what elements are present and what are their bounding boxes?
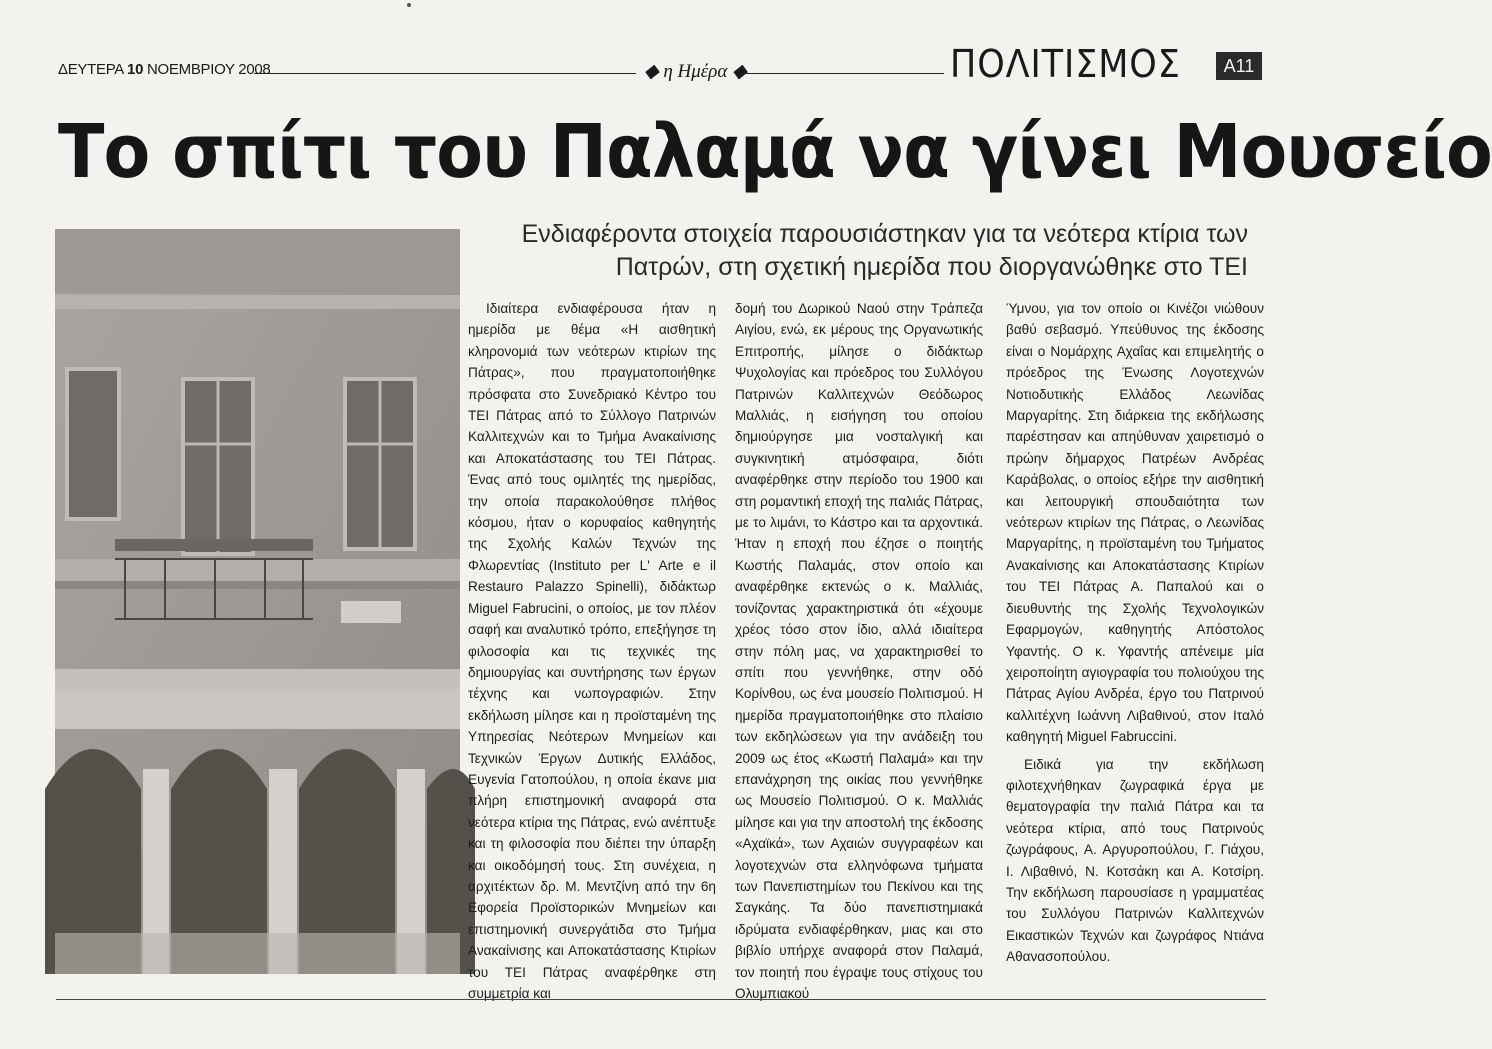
article-subtitle: Ενδιαφέροντα στοιχεία παρουσιάστηκαν για τα νεότερα κτίρια των Πατρών, στη σχετική ημερίδα που διοργανώθηκε στο ΤΕΙ	[521, 220, 1248, 281]
masthead-rule-right	[744, 73, 944, 74]
article-column-2	[735, 298, 983, 1004]
masthead	[54, 42, 1266, 86]
paragraph: δομή του Δωρικού Ναού στην Τράπεζα Αιγίου, ενώ, εκ μέρους της Οργανωτικής Επιτροπής, μίλησε ο διδάκτωρ Ψυχολογίας και πρόεδρος του Συλλόγου Πατρινών Καλλιτεχνών Θεόδωρος Μαλλιάς, η εισήγηση του οποίου δημιούργησε μια νοσταλγική και συγκινητική ατμόσφαιρα, διότι αναφέρθηκε στην περίοδο του 1900 και στη ρομαντική εποχή της παλιάς Πάτρας, με το λιμάνι, το Κάστρο και τα αρχοντικά. Ήταν η εποχή που έζησε ο ποιητής Κωστής Παλαμάς, στον οποίο και αναφέρθηκε εκτενώς ο κ. Μαλλιάς, τονίζοντας χαρακτηριστικά ότι «έχουμε χρέος τόσο στον ίδιο, αλλά ιδιαίτερα στην πόλη μας, να χαρακτηρισθεί το σπίτι που γεννήθηκε, στην οδό Κορίνθου, ως ένα μουσείο Πολιτισμού. Η ημερίδα πραγματοποιήθηκε στο πλαίσιο των εκδηλώσεων για την ανάδειξη του 2009 ως έτος «Κωστή Παλαμά» και την επανάχρηση της οικίας που γεννήθηκε ως Μουσείο Πολιτισμού. Ο κ. Μαλλιάς μίλησε και για την αποστολή της έκδοσης «Αχαϊκά», των Αχαιών συγγραφέων και λογοτεχνών στα ελληνόφωνα τμήματα των Πανεπιστημίων του Πεκίνου και της Σαγκάης. Τα δύο πανεπιστημιακά ιδρύματα ενδιαφέρθηκαν, μιας και στο βιβλίο υπήρχε αναφορά στον Παλαμά, τον ποιητή που έγραψε τους στίχους του Ολυμπιακού	[735, 301, 983, 1001]
scan-speck	[407, 3, 411, 7]
section-title: ΠΟΛΙΤΙΣΜΟΣ	[950, 42, 1181, 86]
article-column-1	[468, 298, 716, 1004]
bottom-rule	[56, 999, 1266, 1000]
article-headline: Το σπίτι του Παλαμά να γίνει Μουσείο	[58, 109, 1492, 195]
building-photo	[55, 229, 460, 974]
paragraph: Ειδικά για την εκδήλωση φιλοτεχνήθηκαν ζωγραφικά έργα με θεματογραφία την παλιά Πάτρα και τα νεότερα κτίρια, από τους Πατρινούς ζωγράφους, Α. Αργυροπούλου, Γ. Γιάχου, Ι. Λιβαθινό, Ν. Κοτσάκη και Α. Κοτσίρη. Την εκδήλωση παρουσίασε η γραμματέας του Συλλόγου Πατρινών Καλλιτεχνών Εικαστικών Τεχνών και ζωγράφος Ντιάνα Αθανασοπούλου.	[1006, 756, 1264, 965]
issue-date: ΔΕΥΤΕΡΑ 10 ΝΟΕΜΒΡΙΟΥ 2008	[58, 61, 271, 78]
paragraph: Ύμνου, για τον οποίο οι Κινέζοι νιώθουν βαθύ σεβασμό. Υπεύθυνος της έκδοσης είναι ο Νομάρχης Αχαΐας και επιμελητής ο πρόεδρος της Ένωσης Λογοτεχνών Νοτιοδυτικής Ελλάδος Λεωνίδας Μαργαρίτης. Στη διάρκεια της εκδήλωσης παρέστησαν και απηύθυναν χαιρετισμό ο πρώην δήμαρχος Πατρέων Ανδρέας Καράβολας, ο οποίος εξήρε την αισθητική και λειτουργική σπουδαιότητα των νεότερων κτιρίων της Πάτρας, ο Λεωνίδας Μαργαρίτης, η προϊσταμένη του Τμήματος Ανακαίνισης και Αποκατάστασης Κτιρίων του ΤΕΙ Πάτρας Α. Παπαλού και ο διευθυντής της Σχολής Τεχνολογικών Εφαρμογών, καθηγητής Απόστολος Υφαντής. Ο κ. Υφαντής απένειμε μία χειροποίητη αγιογραφία του πολιούχου της Πάτρας Αγίου Ανδρέα, έργο του Πατρινού καλλιτέχνη Ιωάννη Λιβαθινού, στον Ιταλό καθηγητή Miguel Fabruccini.	[1006, 301, 1264, 745]
page-number: Α11	[1216, 52, 1262, 80]
paragraph: Ιδιαίτερα ενδιαφέρουσα ήταν η ημερίδα με θέμα «Η αισθητική κληρονομιά των νεότερων κτιρίων της Πάτρας», που πραγματοποιήθηκε πρόσφατα στο Συνεδριακό Κέντρο του ΤΕΙ Πάτρας από το Σύλλογο Πατρινών Καλλιτεχνών και το Τμήμα Ανακαίνισης και Αποκατάστασης του ΤΕΙ Πάτρας. Ένας από τους ομιλητές της ημερίδας, την οποία παρακολούθησε πλήθος κόσμου, ήταν ο κορυφαίος καθηγητής της Σχολής Καλών Τεχνών της Φλωρεντίας (Instituto per L' Arte e il Restauro Palazzo Spinelli), διδάκτωρ Miguel Fabrucini, ο οποίος, με τον πλέον σαφή και αναλυτικό τρόπο, επεξήγησε τη φιλοσοφία και τις τεχνικές της δημιουργίας και συντήρησης των έργων τέχνης και νωπογραφιών. Στην εκδήλωση μίλησε και η προϊσταμένη της Υπηρεσίας Νεότερων Μνημείων και Τεχνικών Έργων Δυτικής Ελλάδος, Ευγενία Γατοπούλου, η οποία έκανε μια πλήρη επιστημονική αναφορά στα νεότερα κτίρια της Πάτρας, ενώ ανέπτυξε και τη φιλοσοφία που διέπει την ύπαρξη και οικοδόμησή τους. Στη συνέχεια, η αρχιτέκτων δρ. Μ. Μεντζίνη από την 6η Εφορεία Προϊστορικών Μνημείων και επιστημονική συνεργάτιδα στο Τμήμα Ανακαίνισης και Αποκατάστασης Κτιρίων του ΤΕΙ Πάτρας αναφέρθηκε στη συμμετρία και	[468, 301, 716, 1001]
masthead-rule-left	[254, 73, 636, 74]
article-column-3	[1006, 298, 1264, 968]
newspaper-name: ◆ η Ημέρα ◆	[644, 61, 747, 82]
